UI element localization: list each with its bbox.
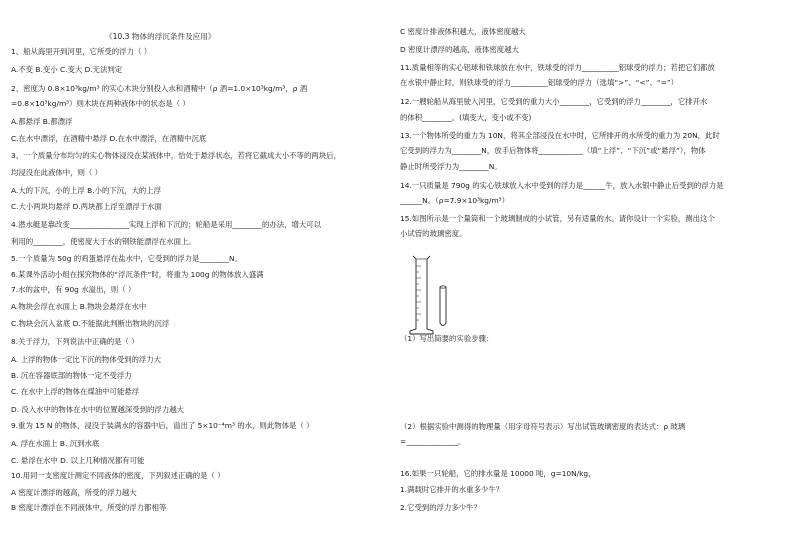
right-text-line-6: 的体积________。(填变大，变小或不变) (400, 113, 532, 122)
right-text-line-11: ______N。（ρ=7.9×10³kg/m³） (400, 196, 509, 205)
left-text-line-4: =0.8×10³kg/m³）则木块在两种液体中的状态是（ ） (11, 99, 190, 108)
left-text-line-24: A. 浮在水面上 B. 沉到水底 (11, 439, 100, 448)
left-text-line-8: 均浸没在此液体中，则（ ） (11, 168, 103, 177)
left-text-line-1: 1、船从海里开到河里，它所受的浮力（ ） (11, 47, 152, 56)
left-text-line-10: C.大小两块均悬浮 D.两块都上浮至漂浮于水面 (11, 202, 162, 211)
worksheet-title: 《10.3 物体的浮沉条件及应用》 (105, 32, 216, 41)
left-text-line-27: A 密度计漂浮的越高，所受的浮力越大 (11, 488, 137, 497)
left-text-line-5: A.都悬浮 B.都漂浮 (11, 117, 73, 126)
left-text-line-28: B 密度计漂浮在不同液体中，所受的浮力都相等 (11, 503, 167, 512)
left-text-line-9: A.大的下沉，小的上浮 B.小的下沉，大的上浮 (11, 186, 162, 195)
left-text-line-2: A.不变 B.变小 C.变大 D.无法判定 (11, 65, 123, 74)
left-text-line-6: C.在水中漂浮，在酒精中悬浮 D.在水中漂浮，在酒精中沉底 (11, 134, 207, 143)
right-text-line-8: 它受到的浮力为________N，放手后物体将____________（填“上浮”、“下沉”或“悬浮”），物体 (400, 146, 706, 155)
left-text-line-3: 2、密度为 0.8×10³kg/m³ 的实心木块分别投入水和酒精中（ρ 酒=1.0×10³kg/m³，ρ 酒 (11, 84, 308, 93)
right-answer-line-2: （2）根据实验中测得的物理量（用字母符号表示）写出试管玻璃密度的表达式：ρ 玻璃 (400, 422, 686, 431)
left-text-line-14: 6.某课外活动小组在探究物体的“浮沉条件”时，将重为 100g 的物体放入盛满 (11, 270, 264, 279)
right-text-line-13: 小试管的玻璃密度。 (400, 229, 467, 238)
left-text-line-12: 利用的________，使密度大于水的钢铁能漂浮在水面上。 (11, 237, 196, 246)
left-text-line-21: C. 在水中上浮的物体在煤油中可能悬浮 (11, 387, 140, 396)
cylinder-graduations (416, 266, 421, 320)
left-text-line-20: B. 沉在容器底部的物体一定不受浮力 (11, 371, 132, 380)
right-text-line-7: 13.一个物体所受的重力为 10N，将其全部浸没在水中时，它所排开的水所受的重力为 20N，此时 (400, 131, 720, 140)
right-answer-line-6: 2.它受到的浮力多少牛？ (400, 503, 481, 512)
left-text-line-13: 5.一个质量为 50g 的鸡蛋悬浮在盐水中，它受到的浮力是________N。 (11, 254, 242, 263)
right-answer-line-4: 16.如果一只轮船，它的排水量是 10000 吨，g=10N/kg， (400, 469, 596, 478)
left-text-line-15: 7.水的盆中，有 90g 水溢出，则（ ） (11, 285, 136, 294)
left-text-line-23: 9.重为 15 N 的物体，浸没于装满水的容器中后，溢出了 5×10⁻⁴m³ 的水，则此物体是（ ） (11, 421, 314, 430)
left-text-line-11: 4.潜水艇是靠改变________________实现上浮和下沉的；轮船是采用________的办法，增大可以 (11, 220, 322, 229)
left-text-line-22: D. 没入水中的物体在水中的位置越深受到的浮力越大 (11, 405, 184, 414)
right-text-line-5: 12.一艘轮船从海里驶入河里，它受到的重力大小________，它受到的浮力________，它排开水 (400, 97, 708, 106)
left-text-line-19: A. 上浮的物体一定比下沉的物体受到的浮力大 (11, 355, 162, 364)
left-text-line-16: A.物块会浮在水面上 B.物块会悬浮在水中 (11, 302, 147, 311)
right-text-line-12: 15.如图所示是一个量筒和一个玻璃制成的小试管，另有适量的水。请你设计一个实验，测出这个 (400, 214, 715, 223)
left-text-line-18: 8.关于浮力，下列说法中正确的是（ ） (11, 337, 139, 346)
left-text-line-17: C.物块会沉入盆底 D.不能据此判断出物块的沉浮 (11, 319, 170, 328)
right-text-line-9: 静止时所受浮力为________N。 (400, 162, 502, 171)
left-text-line-26: 10.用同一支密度计测定不同液体的密度，下列叙述正确的是（ ） (11, 471, 225, 480)
right-text-line-3: 11.质量相等的实心铝球和铁球放在水中，铁球受的浮力__________铝球受的浮力；若把它们都放 (400, 63, 715, 72)
left-text-line-25: C. 悬浮在水中 D. 以上几种情况都有可能 (11, 456, 145, 465)
graduated-cylinder (410, 256, 433, 334)
left-text-line-7: 3、一个质量分布均匀的实心物体浸没在某液体中，恰处于悬浮状态，若将它截成大小不等的两块后， (11, 151, 341, 160)
right-text-line-1: C 密度计排液体积越大，液体密度越大 (400, 27, 526, 36)
right-text-line-10: 14.一只质量是 790g 的实心铁球放入水中受到的浮力是______牛，放入水银中静止后受到的浮力是 (400, 181, 724, 190)
right-answer-line-1: （1）写出简要的实验步骤： (400, 334, 494, 343)
cylinder-and-test-tube-figure (397, 0, 794, 550)
glass-test-tube (440, 286, 446, 326)
right-text-line-4: 在水银中静止时，则铁球受的浮力__________铝球受的浮力（选填“>”、“<”、“=”） (400, 78, 679, 87)
right-answer-line-5: 1.满载时它排开的水重多少牛？ (400, 485, 504, 494)
right-answer-line-3: =______________。 (400, 437, 466, 446)
right-text-line-2: D 密度计漂浮的越高，液体密度越大 (400, 45, 519, 54)
